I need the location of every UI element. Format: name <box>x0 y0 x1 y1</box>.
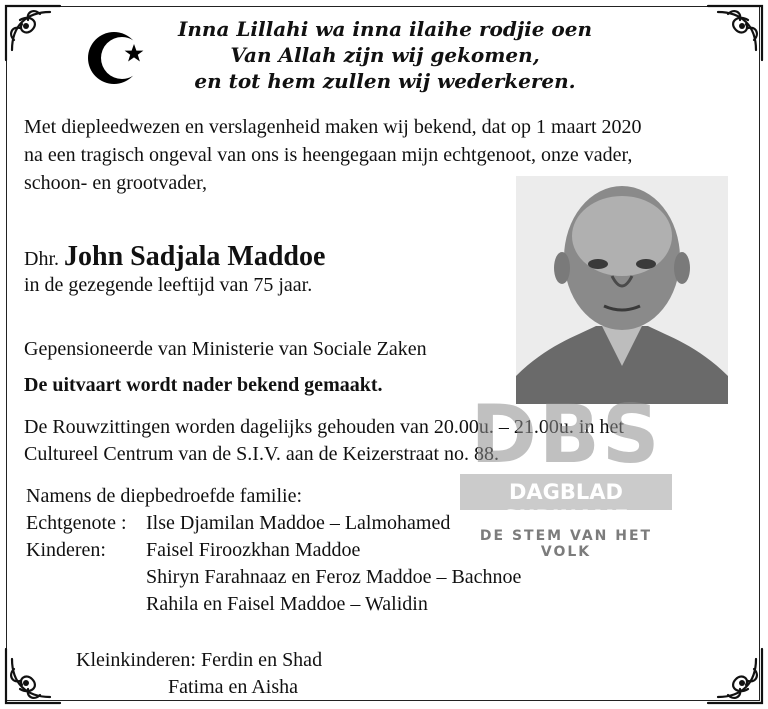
child-entry: Shiryn Farahnaaz en Feroz Maddoe – Bachnoe <box>146 566 522 588</box>
portrait-illustration <box>516 176 728 404</box>
watermark-logo: DBS <box>470 388 662 481</box>
grandchildren-names: Fatima en Aisha <box>168 676 298 698</box>
grandchildren-names: Ferdin en Shad <box>200 649 323 671</box>
intro-line: schoon- en grootvader, <box>24 172 208 194</box>
family-header: Namens de diepbedroefde familie: <box>26 485 302 507</box>
ornamental-corner-top-left-icon <box>0 0 64 64</box>
ornamental-corner-bottom-right-icon <box>704 645 768 709</box>
verse-line: Inna Lillahi wa inna ilaihe rodjie oen <box>178 17 592 41</box>
deceased-title: Dhr. <box>24 248 59 270</box>
deceased-photo <box>516 176 728 404</box>
child-entry: Faisel Firoozkhan Maddoe <box>146 539 361 561</box>
deceased-age: in de gezegende leeftijd van 75 jaar. <box>24 274 313 296</box>
deceased-name-line <box>24 241 326 272</box>
grandchildren-line <box>76 647 322 673</box>
spouse-label: Echtgenote : <box>26 512 127 534</box>
religious-verse <box>150 16 620 94</box>
rouwzittingen-line: Cultureel Centrum van de S.I.V. aan de Keizerstraat no. 88. <box>24 443 500 465</box>
crescent-star-icon <box>86 28 146 88</box>
children-label: Kinderen: <box>26 539 106 561</box>
child-entry: Rahila en Faisel Maddoe – Walidin <box>146 593 428 615</box>
rouwzittingen-line: De Rouwzittingen worden dagelijks gehouden van 20.00u. – 21.00u. in het <box>24 416 624 438</box>
occupation: Gepensioneerde van Ministerie van Sociale Zaken <box>24 338 427 360</box>
intro-line: Met diepleedwezen en verslagenheid maken wij bekend, dat op 1 maart 2020 <box>24 116 642 138</box>
verse-line: Van Allah zijn wij gekomen, <box>230 43 540 67</box>
watermark-tagline: DE STEM VAN HET VOLK <box>479 528 653 560</box>
intro-line: na een tragisch ongeval van ons is heengegaan mijn echtgenoot, onze vader, <box>24 144 633 166</box>
watermark-name: DAGBLAD SURINAME <box>503 480 629 530</box>
funeral-notice: De uitvaart wordt nader bekend gemaakt. <box>24 374 383 396</box>
ornamental-corner-bottom-left-icon <box>0 645 64 709</box>
deceased-name: John Sadjala Maddoe <box>64 241 326 272</box>
ornamental-corner-top-right-icon <box>704 0 768 64</box>
verse-line: en tot hem zullen wij wederkeren. <box>194 69 576 93</box>
spouse-name: Ilse Djamilan Maddoe – Lalmohamed <box>146 512 451 534</box>
grandchildren-label: Kleinkinderen: <box>76 649 196 671</box>
